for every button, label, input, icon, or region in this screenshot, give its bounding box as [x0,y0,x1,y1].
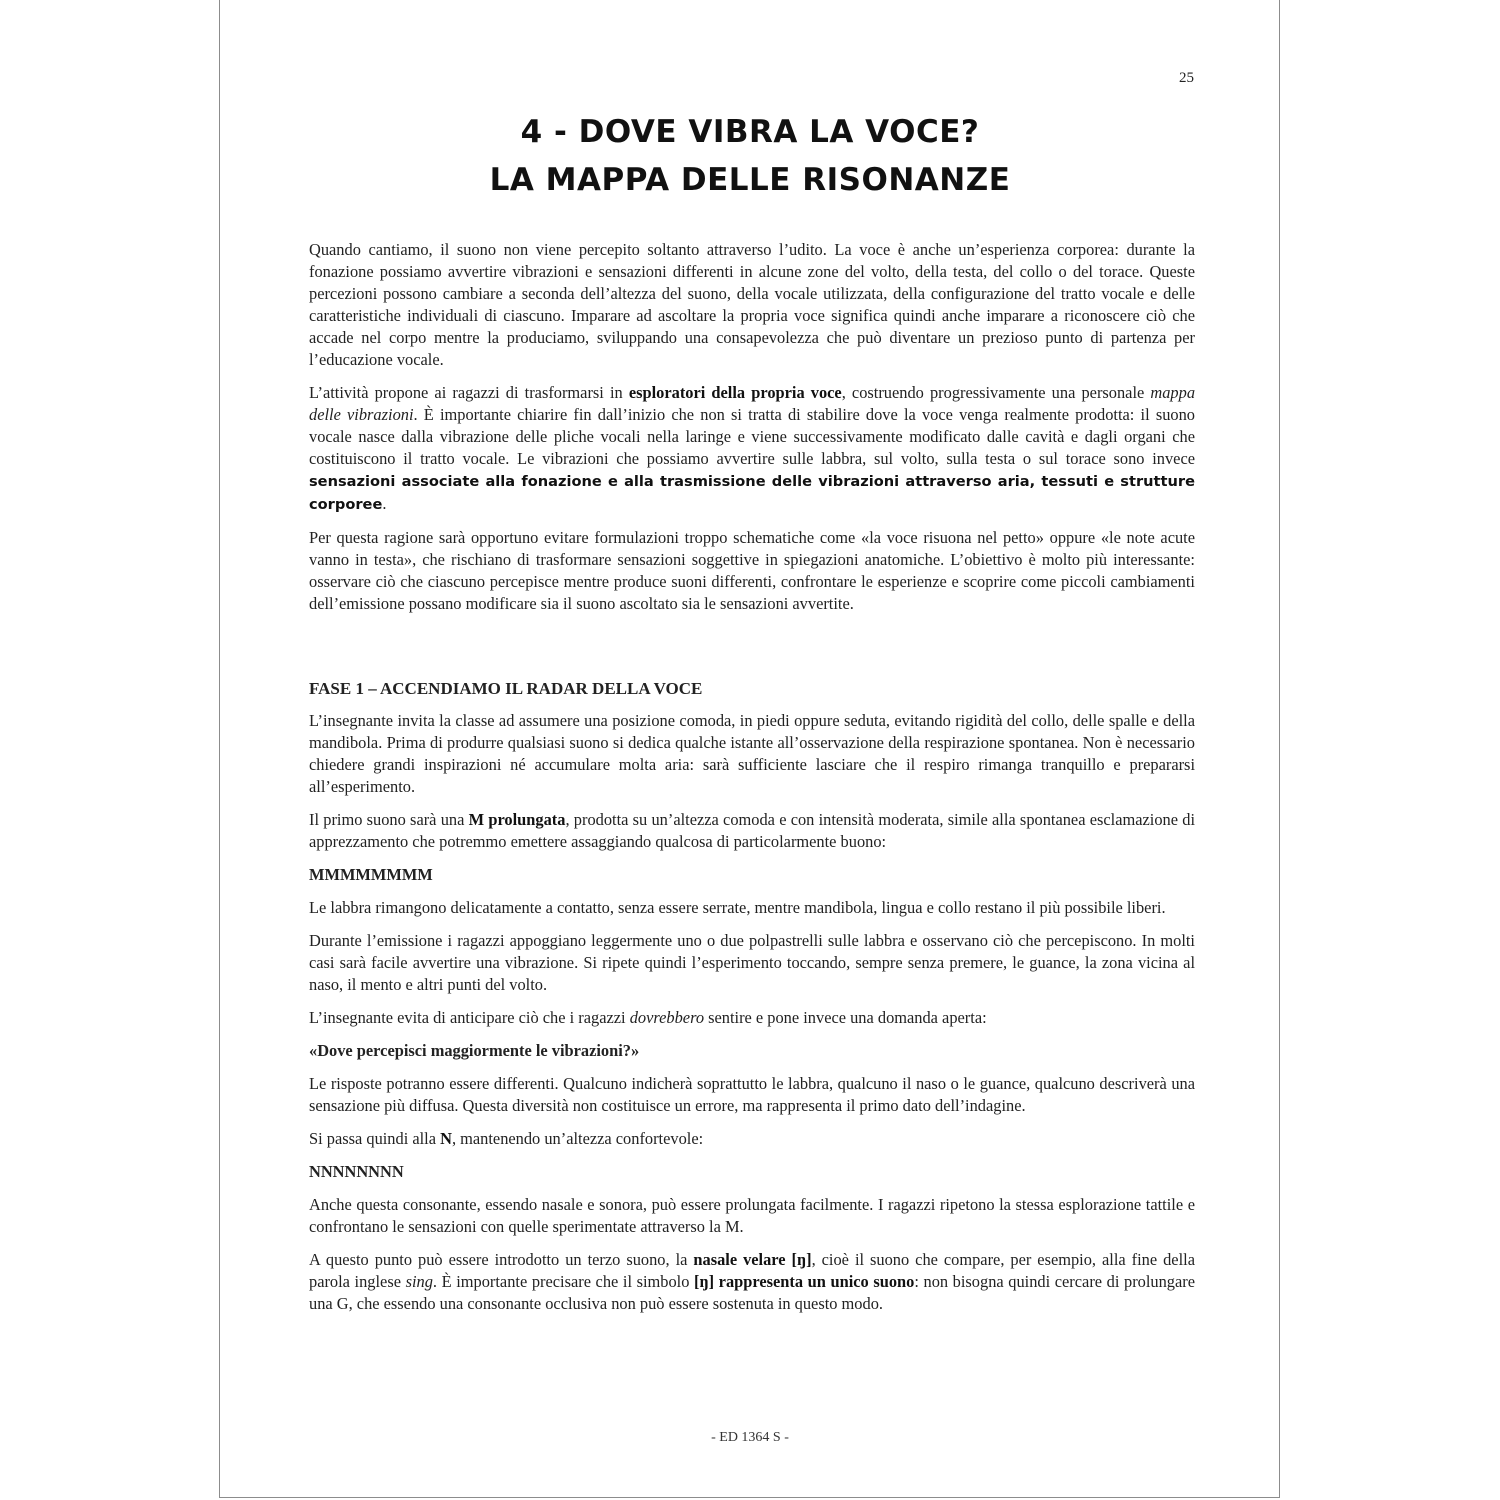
chapter-title [300,108,1200,204]
bold-phrase: [ŋ] rappresenta un unico suono [694,1272,915,1291]
bold-phrase: esploratori della propria voce [628,383,842,402]
italic-phrase: mappa delle vibrazioni [309,383,1196,424]
open-question: «Dove percepisci maggiormente le vibrazioni?» [309,1041,640,1060]
intro-section [309,239,1195,626]
bold-phrase: nasale velare [ŋ] [693,1250,812,1269]
italic-phrase: dovrebbero [629,1008,705,1027]
intro-paragraph-3: Per questa ragione sarà opportuno evitare formulazioni troppo schematiche come «la voce risuona nel petto» oppure «le note acute vanno in testa», che rischiano di trasformare sensazioni soggettive in spiegazioni anatomiche. L’obiettivo è molto più interessante: osservare ciò che ciascuno percepisce mentre produce suoni differenti, confrontare le esperienze e scoprire come piccoli cambiamenti dell’emissione possano modificare sia il suono ascoltato sia le sensazioni avvertite. [309,528,1195,613]
chapter-title-line-1: 4 - DOVE VIBRA LA VOCE? [520,114,980,150]
intro-paragraph-1: Quando cantiamo, il suono non viene percepito soltanto attraverso l’udito. La voce è anche un’esperienza corporea: durante la fonazione possiamo avvertire vibrazioni e sensazioni differenti in alcune zone del volto, della testa, del collo o del torace. Queste percezioni possono cambiare a seconda dell’altezza del suono, della vocale utilizzata, della configurazione del tratto vocale e delle caratteristiche individuali di ciascuno. Imparare ad ascoltare la propria voce significa quindi anche imparare a riconoscere ciò che accade nel corpo mentre la produciamo, sviluppando una consapevolezza che può diventare un prezioso punto di partenza per l’educazione vocale. [309,240,1195,369]
phase-1-paragraph-4: Durante l’emissione i ragazzi appoggiano leggermente uno o due polpastrelli sulle labbra e osservano ciò che percepiscono. In molti casi sarà facile avvertire una vibrazione. Si ripete quindi l’esperimento toccando, sempre senza premere, le guance, la zona vicina al naso, il mento e altri punti del volto. [309,931,1195,994]
intro-paragraph-2: L’attività propone ai ragazzi di trasformarsi in esploratori della propria voce, costruendo progressivamente una personale mappa delle vibrazioni. È importante chiarire fin dall’inizio che non si tratta di stabilire dove la voce venga realmente prodotta: il suono vocale nasce dalla vibrazione delle pliche vocali nella laringe e viene successivamente modificato dalle cavità e dagli organi che costituiscono il tratto vocale. Le vibrazioni che possiamo avvertire sulle labbra, sul volto, sulla testa o sul torace sono invece sensazioni associate alla fonazione e alla trasmissione delle vibrazioni attraverso aria, tessuti e strutture corporee. [309,383,1196,513]
bold-phrase: N [440,1129,452,1148]
phase-1-paragraph-5: L’insegnante evita di anticipare ciò che i ragazzi dovrebbero sentire e pone invece una domanda aperta: [309,1008,987,1027]
sound-m-example: MMMMMMMM [309,865,433,884]
phase-1-heading: FASE 1 – ACCENDIAMO IL RADAR DELLA VOCE [309,679,703,698]
italic-phrase: sing [405,1272,433,1291]
phase-1-paragraph-8: Anche questa consonante, essendo nasale e sonora, può essere prolungata facilmente. I ragazzi ripetono la stessa esplorazione tattile e confrontano le sensazioni con quelle sperimentate attraverso la M. [309,1195,1195,1236]
phase-1-paragraph-1: L’insegnante invita la classe ad assumere una posizione comoda, in piedi oppure seduta, evitando rigidità del collo, delle spalle e della mandibola. Prima di produrre qualsiasi suono si dedica qualche istante all’osservazione della respirazione spontanea. Non è necessario chiedere grandi inspirazioni né accumulare molta aria: sarà sufficiente lasciare che il respiro rimanga tranquillo e prepararsi all’esperimento. [309,711,1195,796]
bold-phrase: M prolungata [468,810,566,829]
phase-1-paragraph-3: Le labbra rimangono delicatamente a contatto, senza essere serrate, mentre mandibola, lingua e collo restano il più possibile liberi. [309,898,1166,917]
page-number: 25 [1179,70,1194,86]
page-footer: - ED 1364 S - [711,1430,789,1445]
sound-n-example: NNNNNNNN [309,1162,404,1181]
phase-1-paragraph-7: Si passa quindi alla N, mantenendo un’altezza confortevole: [309,1129,704,1148]
bold-phrase: sensazioni associate alla fonazione e alla trasmissione delle vibrazioni attraverso aria, tessuti e strutture corporee [309,473,1195,513]
phase-1-paragraph-9: A questo punto può essere introdotto un terzo suono, la nasale velare [ŋ], cioè il suono che compare, per esempio, alla fine della parola inglese sing. È importante precisare che il simbolo [ŋ] rappresenta un unico suono: non bisogna quindi cercare di prolungare una G, che essendo una consonante occlusiva non può essere sostenuta in questo modo. [309,1250,1195,1313]
chapter-title-line-2: LA MAPPA DELLE RISONANZE [489,162,1011,198]
phase-1-section [309,678,1195,1326]
phase-1-paragraph-2: Il primo suono sarà una M prolungata, prodotta su un’altezza comoda e con intensità moderata, simile alla spontanea esclamazione di apprezzamento che potremmo emettere assaggiando qualcosa di particolarmente buono: [309,810,1195,851]
phase-1-paragraph-6: Le risposte potranno essere differenti. Qualcuno indicherà soprattutto le labbra, qualcuno il naso o le guance, qualcuno descriverà una sensazione più diffusa. Questa diversità non costituisce un errore, ma rappresenta il primo dato dell’indagine. [309,1074,1195,1115]
